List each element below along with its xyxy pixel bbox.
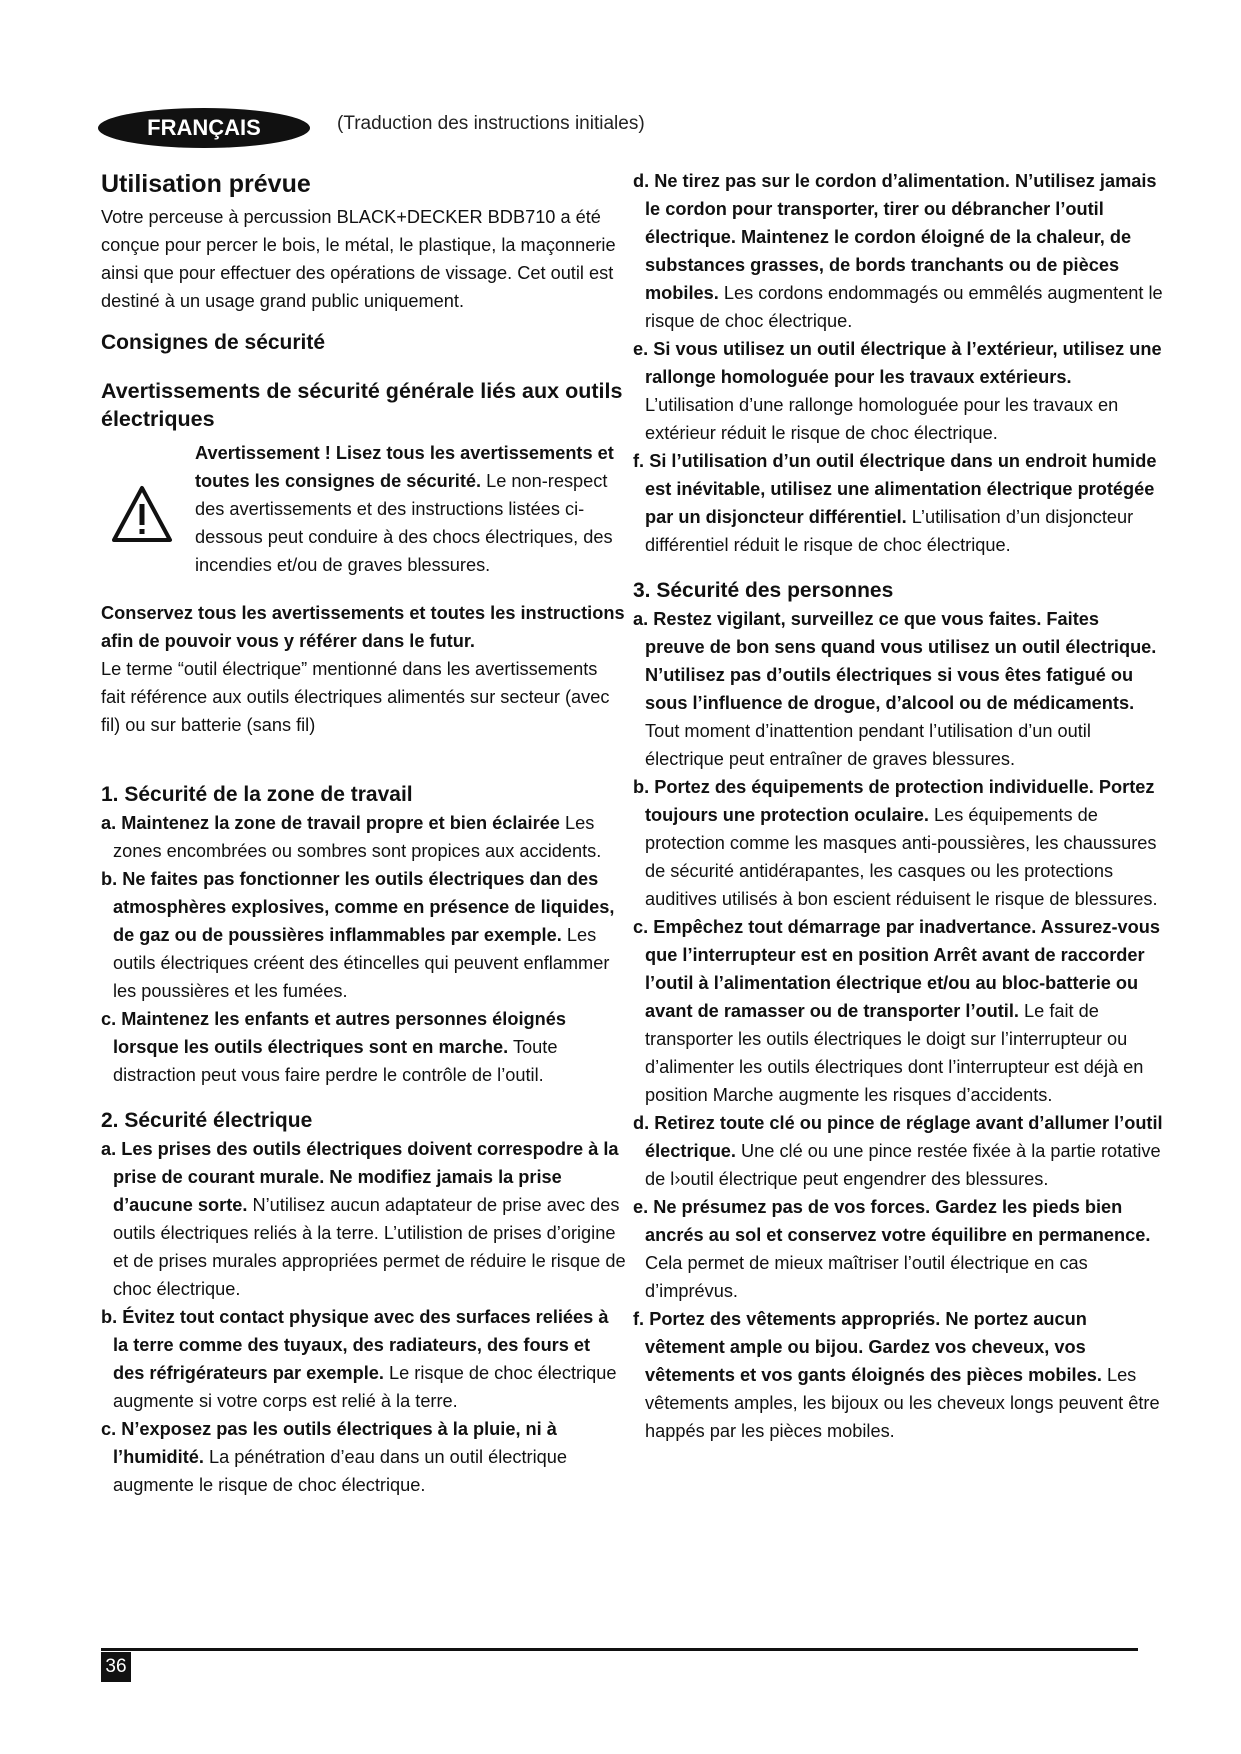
- item-letter: a.: [101, 813, 117, 833]
- item-letter: b.: [101, 1307, 118, 1327]
- item-letter: c.: [101, 1009, 117, 1029]
- warning-block: [101, 439, 626, 579]
- list-item: [633, 1109, 1163, 1193]
- item-text: Le risque de choc électrique augmente si votre corps est relié à la terre.: [113, 1363, 617, 1411]
- item-bold: Retirez toute clé ou pince de réglage avant d’allumer l’outil électrique.: [645, 1113, 1163, 1161]
- item-bold: Si l’utilisation d’un outil électrique dans un endroit humide est inévitable, utilisez une alimentation électrique protégée par un disjoncteur différentiel.: [645, 451, 1157, 527]
- item-bold: Ne présumez pas de vos forces. Gardez les pieds bien ancrés au sol et conservez votre équilibre en permanence.: [645, 1197, 1151, 1245]
- left-column: [101, 167, 626, 1499]
- item-text: La pénétration d’eau dans un outil électrique augmente le risque de choc électrique.: [113, 1447, 567, 1495]
- list-item: [101, 865, 626, 1005]
- item-bold: Ne tirez pas sur le cordon d’alimentation. N’utilisez jamais le cordon pour transporter, tirer ou débrancher l’outil électrique. Maintenez le cordon éloigné de la chaleur, de substances grasses, de bords tranchants ou de pièces mobiles.: [645, 171, 1157, 303]
- keep-bold: Conservez tous les avertissements et toutes les instructions afin de pouvoir vous y référer dans le futur.: [101, 603, 625, 651]
- item-text: Les outils électriques créent des étincelles qui peuvent enflammer les poussières et les fumées.: [113, 925, 610, 1001]
- footer-rule: [101, 1648, 1138, 1651]
- list-item: [101, 1303, 626, 1415]
- item-letter: f.: [633, 451, 645, 471]
- keep-instructions: [101, 599, 626, 655]
- section-3-title: 3. Sécurité des personnes: [633, 579, 894, 602]
- warning-triangle-icon: [111, 485, 173, 543]
- warning-text: [195, 439, 626, 579]
- list-item: [633, 167, 1163, 335]
- item-bold: Maintenez la zone de travail propre et bien éclairée: [121, 813, 560, 833]
- item-letter: d.: [633, 171, 650, 191]
- list-item: [633, 1193, 1163, 1305]
- item-letter: b.: [633, 777, 650, 797]
- item-text: Les cordons endommagés ou emmêlés augmentent le risque de choc électrique.: [645, 283, 1163, 331]
- item-text: Une clé ou une pince restée fixée à la partie rotative de l›outil électrique peut engendrer des blessures.: [645, 1141, 1161, 1189]
- list-item: [101, 1135, 626, 1303]
- language-badge: FRANÇAIS: [98, 108, 310, 148]
- item-bold: Ne faites pas fonctionner les outils électriques dan des atmosphères explosives, comme en présence de liquides, de gaz ou de poussières inflammables par exemple.: [113, 869, 615, 945]
- item-text: Les équipements de protection comme les masques anti-poussières, les chaussures de sécurité antidérapantes, les casques ou les protections auditives utilisés à bon escient réduisent le risque de blessures.: [645, 805, 1158, 909]
- item-bold: Les prises des outils électriques doivent correspodre à la prise de courant murale. Ne modifiez jamais la prise d’aucune sorte.: [113, 1139, 619, 1215]
- item-text: L’utilisation d’un disjoncteur différentiel réduit le risque de choc électrique.: [645, 507, 1134, 555]
- section-1-title: 1. Sécurité de la zone de travail: [101, 783, 413, 806]
- item-text: Le fait de transporter les outils électriques le doigt sur l’interrupteur ou d’alimenter les outils électriques dont l’interrupteur est déjà en position Marche augmente les risques d’accidents.: [645, 1001, 1144, 1105]
- item-text: Les zones encombrées ou sombres sont propices aux accidents.: [113, 813, 602, 861]
- item-letter: e.: [633, 339, 649, 359]
- keep-text: Le terme “outil électrique” mentionné dans les avertissements fait référence aux outils électriques alimentés sur secteur (avec fil) ou sur batterie (sans fil): [101, 659, 610, 735]
- item-text: Tout moment d’inattention pendant l’utilisation d’un outil électrique peut entraîner de graves blessures.: [645, 721, 1091, 769]
- item-text: N’utilisez aucun adaptateur de prise avec des outils électriques reliés à la terre. L’utilistion de prises d’origine et de prises murales appropriées permet de réduire le risque de choc électrique.: [113, 1195, 626, 1299]
- warning-bold: Avertissement ! Lisez tous les avertissements et toutes les consignes de sécurité.: [195, 443, 614, 491]
- item-letter: f.: [633, 1309, 645, 1329]
- list-item: [633, 447, 1163, 559]
- list-item: [633, 1305, 1163, 1445]
- list-item: [633, 773, 1163, 913]
- item-bold: Restez vigilant, surveillez ce que vous faites. Faites preuve de bon sens quand vous utilisez un outil électrique. N’utilisez pas d’outils électriques si vous êtes fatigué ou sous l’influence de drogue, d’alcool ou de médicaments.: [645, 609, 1157, 713]
- item-text: Les vêtements amples, les bijoux ou les cheveux longs peuvent être happés par les pièces mobiles.: [645, 1365, 1160, 1441]
- item-letter: a.: [101, 1139, 117, 1159]
- item-bold: Maintenez les enfants et autres personnes éloignés lorsque les outils électriques sont en marche.: [113, 1009, 566, 1057]
- section-2-title: 2. Sécurité électrique: [101, 1109, 313, 1132]
- right-column: [633, 167, 1163, 1445]
- item-bold: Si vous utilisez un outil électrique à l’extérieur, utilisez une rallonge homologuée pour les travaux extérieurs.: [645, 339, 1162, 387]
- warning-body: Le non-respect des avertissements et des instructions listées ci-dessous peut conduire à des chocs électriques, des incendies et/ou de graves blessures.: [195, 471, 613, 575]
- item-letter: c.: [101, 1419, 117, 1439]
- item-text: Cela permet de mieux maîtriser l’outil électrique en cas d’imprévus.: [645, 1253, 1088, 1301]
- item-bold: Évitez tout contact physique avec des surfaces reliées à la terre comme des tuyaux, des radiateurs, des fours et des réfrigérateurs par exemple.: [113, 1307, 609, 1383]
- translation-note: (Traduction des instructions initiales): [337, 113, 645, 134]
- list-item: [101, 1005, 626, 1089]
- list-item: [633, 605, 1163, 773]
- item-letter: b.: [101, 869, 118, 889]
- item-bold: N’exposez pas les outils électriques à la pluie, ni à l’humidité.: [113, 1419, 557, 1467]
- general-warnings-title: Avertissements de sécurité générale liés aux outils électriques: [101, 379, 623, 431]
- item-letter: a.: [633, 609, 649, 629]
- list-item: [101, 1415, 626, 1499]
- list-item: [101, 809, 626, 865]
- item-letter: c.: [633, 917, 649, 937]
- list-item: [633, 335, 1163, 447]
- intended-use-title: Utilisation prévue: [101, 170, 311, 198]
- item-letter: d.: [633, 1113, 650, 1133]
- item-letter: e.: [633, 1197, 649, 1217]
- item-text: Toute distraction peut vous faire perdre le contrôle de l’outil.: [113, 1037, 558, 1085]
- page-number: 36: [101, 1652, 131, 1682]
- item-bold: Portez des vêtements appropriés. Ne portez aucun vêtement ample ou bijou. Gardez vos cheveux, vos vêtements et vos gants éloignés des pièces mobiles.: [645, 1309, 1102, 1385]
- intended-use-text: Votre perceuse à percussion BLACK+DECKER BDB710 a été conçue pour percer le bois, le métal, le plastique, la maçonnerie ainsi que pour effectuer des opérations de vissage. Cet outil est destiné à un usage grand public uniquement.: [101, 207, 616, 311]
- item-text: L’utilisation d’une rallonge homologuée pour les travaux en extérieur réduit le risque de choc électrique.: [645, 395, 1119, 443]
- safety-title: Consignes de sécurité: [101, 331, 326, 354]
- list-item: [633, 913, 1163, 1109]
- item-bold: Portez des équipements de protection individuelle. Portez toujours une protection oculaire.: [645, 777, 1155, 825]
- item-bold: Empêchez tout démarrage par inadvertance. Assurez-vous que l’interrupteur est en position Arrêt avant de raccorder l’outil à l’alimentation électrique et/ou au bloc-batterie ou avant de ramasser ou de transporter l’outil.: [645, 917, 1160, 1021]
